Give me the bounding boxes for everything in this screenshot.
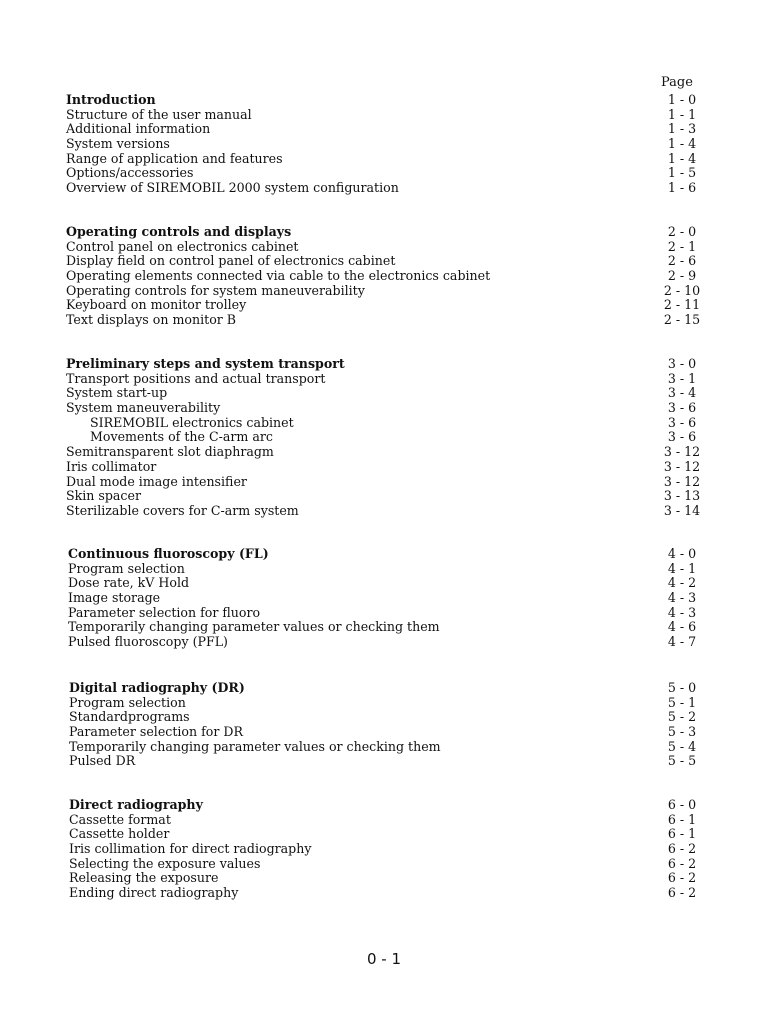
toc-entry-title: Parameter selection for DR xyxy=(69,724,243,740)
toc-entry xyxy=(66,430,706,445)
toc-entry-title: Introduction xyxy=(66,92,156,107)
toc-entry-page: 2 - 15 xyxy=(663,312,701,328)
toc-entry-title: Temporarily changing parameter values or checking them xyxy=(69,738,441,754)
toc-entry-page: 2 - 6 xyxy=(667,253,697,269)
toc-entry-title: Keyboard on monitor trolley xyxy=(66,297,247,313)
toc-entry-page: 1 - 6 xyxy=(667,180,697,196)
toc-entry-title: Operating controls and displays xyxy=(66,224,292,239)
toc-entry-title: Skin spacer xyxy=(66,488,141,504)
toc-entry xyxy=(66,284,706,299)
toc-entry-page: 3 - 13 xyxy=(663,488,701,504)
toc-entry-page: 3 - 14 xyxy=(663,502,701,518)
toc-entry xyxy=(66,372,706,387)
toc-entry-title: Semitransparent slot diaphragm xyxy=(66,444,274,460)
toc-entry xyxy=(68,562,706,577)
toc-section-heading xyxy=(68,547,706,562)
toc-entry-page: 3 - 12 xyxy=(663,458,701,474)
toc-entry-title: Overview of SIREMOBIL 2000 system configuration xyxy=(66,180,399,196)
toc-entry-title: Movements of the C-arm arc xyxy=(90,429,273,445)
toc-entry xyxy=(68,591,706,606)
toc-entry-page: 2 - 1 xyxy=(667,238,697,254)
toc-entry xyxy=(66,416,706,431)
toc-entry-page: 2 - 0 xyxy=(667,224,697,239)
toc-entry-title: Standardprograms xyxy=(69,709,190,725)
toc-entry-title: Temporarily changing parameter values or checking them xyxy=(68,619,440,635)
toc-section-heading xyxy=(66,93,706,108)
toc-entry-page: 1 - 1 xyxy=(667,106,697,122)
toc-entry-title: Transport positions and actual transport xyxy=(66,370,326,386)
toc-entry xyxy=(66,269,706,284)
toc-entry-page: 3 - 6 xyxy=(667,429,697,445)
toc-entry-title: Pulsed fluoroscopy (PFL) xyxy=(68,634,228,650)
toc-entry-page: 2 - 11 xyxy=(663,297,701,313)
toc-entry xyxy=(66,475,706,490)
toc-entry-title: Digital radiography (DR) xyxy=(69,680,245,695)
toc-entry-title: Iris collimator xyxy=(66,458,157,474)
toc-entry-title: Parameter selection for fluoro xyxy=(68,604,261,620)
toc-entry-page: 3 - 4 xyxy=(667,385,697,401)
toc-entry xyxy=(69,696,706,711)
toc-entry-title: Preliminary steps and system transport xyxy=(66,356,345,371)
toc-entry-title: Program selection xyxy=(68,560,185,576)
toc-entry xyxy=(66,108,706,123)
toc-entry-title: Iris collimation for direct radiography xyxy=(69,841,312,857)
toc-entry-page: 1 - 3 xyxy=(667,121,697,137)
toc-entry-page: 1 - 5 xyxy=(667,165,697,181)
page-column-header: Page xyxy=(661,75,693,90)
footer xyxy=(0,950,768,968)
toc-entry xyxy=(69,710,706,725)
toc-entry xyxy=(68,576,706,591)
toc-entry-page: 2 - 10 xyxy=(663,282,701,298)
toc-entry-page: 4 - 1 xyxy=(667,560,697,576)
toc-entry xyxy=(69,871,706,886)
toc-entry-title: System maneuverability xyxy=(66,400,221,416)
toc-entry xyxy=(66,460,706,475)
toc-entry-page: 3 - 12 xyxy=(663,444,701,460)
toc-section xyxy=(66,357,706,519)
toc-entry-title: Direct radiography xyxy=(69,797,203,812)
toc-entry-page: 4 - 0 xyxy=(667,546,697,561)
toc-entry-page: 3 - 6 xyxy=(667,400,697,416)
toc-section xyxy=(66,93,706,196)
toc-entry-page: 5 - 1 xyxy=(667,694,697,710)
toc-entry-title: Pulsed DR xyxy=(69,753,136,769)
toc-entry-title: System versions xyxy=(66,136,170,152)
toc-entry xyxy=(66,240,706,255)
toc-entry-page: 6 - 0 xyxy=(667,797,697,812)
toc-entry-page: 3 - 0 xyxy=(667,356,697,371)
toc-entry-page: 4 - 6 xyxy=(667,619,697,635)
toc-entry xyxy=(66,152,706,167)
toc-entry-page: 1 - 4 xyxy=(667,136,697,152)
toc-entry xyxy=(68,620,706,635)
footer-page-number: 0 - 1 xyxy=(366,950,402,968)
toc-entry-title: Additional information xyxy=(66,121,211,137)
toc-entry xyxy=(69,813,706,828)
toc-entry xyxy=(66,386,706,401)
toc-section-heading xyxy=(69,798,706,813)
toc-entry-page: 5 - 0 xyxy=(667,680,697,695)
toc-entry-title: Continuous fluoroscopy (FL) xyxy=(68,546,269,561)
toc-entry-page: 4 - 2 xyxy=(667,575,697,591)
toc-entry xyxy=(66,401,706,416)
toc-section xyxy=(69,681,706,769)
toc-entry-title: Text displays on monitor B xyxy=(66,312,237,328)
toc-entry-title: Dose rate, kV Hold xyxy=(68,575,190,591)
toc-entry-page: 1 - 0 xyxy=(667,92,697,107)
toc-entry xyxy=(66,166,706,181)
toc-entry-title: System start-up xyxy=(66,385,168,401)
toc-entry-title: Structure of the user manual xyxy=(66,106,252,122)
toc-entry-title: Dual mode image intensifier xyxy=(66,473,247,489)
toc-entry-title: Display field on control panel of electronics cabinet xyxy=(66,253,396,269)
toc-section xyxy=(66,225,706,328)
toc-entry xyxy=(69,740,706,755)
toc-entry xyxy=(69,725,706,740)
toc-entry-page: 6 - 2 xyxy=(667,841,697,857)
toc-entry-page: 4 - 7 xyxy=(667,634,697,650)
toc-entry-page: 4 - 3 xyxy=(667,604,697,620)
toc-entry xyxy=(69,842,706,857)
toc-entry-title: Operating elements connected via cable to the electronics cabinet xyxy=(66,268,491,284)
toc-entry xyxy=(66,254,706,269)
toc-entry-page: 6 - 1 xyxy=(667,811,697,827)
toc-entry-title: Releasing the exposure xyxy=(69,870,219,886)
toc-section xyxy=(69,798,706,901)
toc-entry xyxy=(66,181,706,196)
toc-entry xyxy=(66,313,706,328)
toc-entry xyxy=(69,754,706,769)
toc-section-heading xyxy=(69,681,706,696)
toc-entry-title: Sterilizable covers for C-arm system xyxy=(66,502,299,518)
toc-entry-page: 2 - 9 xyxy=(667,268,697,284)
toc-entry-page: 3 - 6 xyxy=(667,414,697,430)
toc-entry xyxy=(69,857,706,872)
toc-entry-page: 5 - 3 xyxy=(667,724,697,740)
toc-entry-title: Control panel on electronics cabinet xyxy=(66,238,299,254)
toc-entry-title: Cassette holder xyxy=(69,826,170,842)
toc-entry-page: 5 - 2 xyxy=(667,709,697,725)
toc-entry-title: Range of application and features xyxy=(66,150,283,166)
toc-entry-title: Cassette format xyxy=(69,811,171,827)
toc-entry-page: 5 - 4 xyxy=(667,738,697,754)
toc-entry xyxy=(66,489,706,504)
toc-entry-title: Image storage xyxy=(68,590,161,606)
toc-section-heading xyxy=(66,225,706,240)
toc-entry-page: 6 - 2 xyxy=(667,885,697,901)
toc-entry-page: 6 - 2 xyxy=(667,855,697,871)
toc-entry-title: Options/accessories xyxy=(66,165,194,181)
toc-entry xyxy=(66,504,706,519)
toc-entry-page: 5 - 5 xyxy=(667,753,697,769)
toc-entry xyxy=(66,445,706,460)
toc-entry-page: 6 - 1 xyxy=(667,826,697,842)
toc-entry-title: Program selection xyxy=(69,694,186,710)
toc-entry xyxy=(68,635,706,650)
toc-entry xyxy=(69,886,706,901)
toc-entry xyxy=(66,122,706,137)
toc-entry xyxy=(66,137,706,152)
toc-entry-title: Operating controls for system maneuverability xyxy=(66,282,365,298)
toc-entry xyxy=(69,827,706,842)
toc-section xyxy=(68,547,706,650)
toc-entry-title: Ending direct radiography xyxy=(69,885,239,901)
toc-entry-page: 4 - 3 xyxy=(667,590,697,606)
toc-section-heading xyxy=(66,357,706,372)
toc-entry xyxy=(66,298,706,313)
toc-entry-page: 1 - 4 xyxy=(667,150,697,166)
toc-entry-page: 3 - 1 xyxy=(667,370,697,386)
toc-entry xyxy=(68,606,706,621)
toc-entry-page: 3 - 12 xyxy=(663,473,701,489)
toc-entry-title: Selecting the exposure values xyxy=(69,855,261,871)
toc-entry-page: 6 - 2 xyxy=(667,870,697,886)
toc-entry-title: SIREMOBIL electronics cabinet xyxy=(90,414,294,430)
